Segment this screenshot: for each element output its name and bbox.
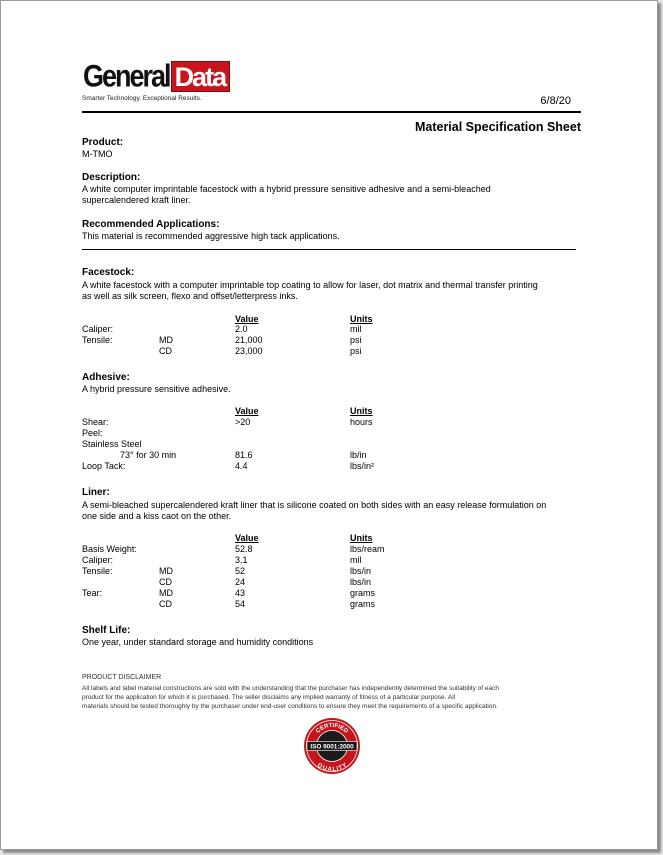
- seal-top-text: CERTIFIED: [315, 722, 349, 735]
- facestock-line-2: as well as silk screen, flexo and offset/letterpress inks.: [82, 291, 298, 301]
- document-date: 6/8/20: [540, 95, 571, 107]
- liner-row-unit: grams: [350, 599, 376, 609]
- description-heading: Description:: [82, 172, 141, 183]
- page-title: Material Specification Sheet: [414, 120, 581, 134]
- facestock-row-value: 2.0: [235, 324, 248, 334]
- liner-row-sub: MD: [159, 588, 173, 598]
- shelf-life-heading: Shelf Life:: [82, 625, 131, 636]
- disclaimer-line-3: materials should be tested thoroughly by the purchaser under end-user conditions to ensure they meet the requirements of a specific application.: [82, 703, 498, 710]
- liner-row-value: 52.8: [235, 544, 253, 554]
- adhesive-row-value: >20: [235, 417, 251, 427]
- adhesive-row-label: Stainless Steel: [82, 439, 142, 449]
- seal-bottom-text: QUALITY: [315, 762, 349, 774]
- applications-heading: Recommended Applications:: [82, 219, 220, 230]
- facestock-row-unit: psi: [350, 335, 362, 345]
- facestock-heading: Facestock:: [82, 267, 135, 278]
- facestock-row-label: Caliper:: [82, 324, 114, 334]
- liner-row-label: Tensile:: [82, 566, 113, 576]
- liner-row-unit: lbs/in: [350, 566, 372, 576]
- liner-row-unit: mil: [350, 555, 362, 565]
- adhesive-row-label: 73° for 30 min: [120, 450, 177, 460]
- liner-row-unit: lbs/in: [350, 577, 372, 587]
- adhesive-row-value: 81.6: [235, 450, 253, 460]
- facestock-row-unit: psi: [350, 346, 362, 356]
- adhesive-text: A hybrid pressure sensitive adhesive.: [82, 384, 231, 394]
- liner-line-2: one side and a kiss caot on the other.: [82, 511, 232, 521]
- liner-row-value: 43: [235, 588, 246, 598]
- product-value: M-TMO: [82, 149, 113, 159]
- product-heading: Product:: [82, 137, 124, 148]
- description-line-2: supercalendered kraft liner.: [82, 195, 191, 205]
- general-data-logo: [82, 58, 226, 94]
- liner-row-value: 24: [235, 577, 246, 587]
- adhesive-row-unit: lb/in: [350, 450, 367, 460]
- disclaimer-line-2: product for the application for which it is purchased. The seller disclaims any implied warranty of fitness of a particular purpose. All: [82, 694, 456, 701]
- header-divider: [82, 111, 581, 113]
- liner-units-header: Units: [350, 533, 373, 543]
- facestock-row-sub: MD: [159, 335, 173, 345]
- liner-row-value: 54: [235, 599, 246, 609]
- facestock-line-1: A white facestock with a computer imprintable top coating to allow for laser, dot matrix and thermal transfer printing: [82, 280, 538, 290]
- liner-row-sub: MD: [159, 566, 173, 576]
- adhesive-row-label: Shear:: [82, 417, 109, 427]
- liner-heading: Liner:: [82, 487, 110, 498]
- liner-row-label: Caliper:: [82, 555, 114, 565]
- applications-text: This material is recommended aggressive high tack applications.: [82, 231, 340, 241]
- adhesive-units-header: Units: [350, 406, 373, 416]
- description-line-1: A white computer imprintable facestock with a hybrid pressure sensitive adhesive and a semi-bleached: [82, 184, 491, 194]
- logo-text-data: Data: [171, 61, 231, 92]
- facestock-row-sub: CD: [159, 346, 172, 356]
- logo-tagline: Smarter Technology. Exceptional Results.: [82, 95, 202, 102]
- liner-row-unit: lbs/ream: [350, 544, 385, 554]
- liner-row-sub: CD: [159, 599, 172, 609]
- iso-certified-seal-icon: [303, 717, 361, 775]
- adhesive-row-value: 4.4: [235, 461, 248, 471]
- shelf-life-text: One year, under standard storage and humidity conditions: [82, 637, 314, 647]
- section-divider: [82, 249, 576, 250]
- liner-row-label: Basis Weight:: [82, 544, 137, 554]
- adhesive-row-label: Peel:: [82, 428, 103, 438]
- disclaimer-heading: PRODUCT DISCLAIMER: [82, 674, 162, 681]
- disclaimer-line-1: All labels and label material constructions are sold with the understanding that the purchaser has independently determined the suitability of each: [82, 685, 499, 692]
- liner-row-label: Tear:: [82, 588, 103, 598]
- logo-text-general: General: [83, 58, 170, 94]
- adhesive-row-label: Loop Tack:: [82, 461, 126, 471]
- liner-row-value: 3.1: [235, 555, 248, 565]
- adhesive-heading: Adhesive:: [82, 372, 130, 383]
- facestock-row-value: 23,000: [235, 346, 263, 356]
- liner-value-header: Value: [235, 533, 259, 543]
- liner-row-value: 52: [235, 566, 246, 576]
- facestock-row-unit: mil: [350, 324, 362, 334]
- facestock-row-value: 21,000: [235, 335, 263, 345]
- facestock-value-header: Value: [235, 314, 259, 324]
- seal-middle-text: ISO 9001:2000: [310, 743, 354, 751]
- adhesive-value-header: Value: [235, 406, 259, 416]
- liner-line-1: A semi-bleached supercalendered kraft liner that is silicone coated on both sides with an easy release formulation on: [82, 500, 547, 510]
- adhesive-row-unit: lbs/in²: [350, 461, 375, 471]
- adhesive-row-unit: hours: [350, 417, 373, 427]
- liner-row-unit: grams: [350, 588, 376, 598]
- facestock-row-label: Tensile:: [82, 335, 113, 345]
- liner-row-sub: CD: [159, 577, 172, 587]
- facestock-units-header: Units: [350, 314, 373, 324]
